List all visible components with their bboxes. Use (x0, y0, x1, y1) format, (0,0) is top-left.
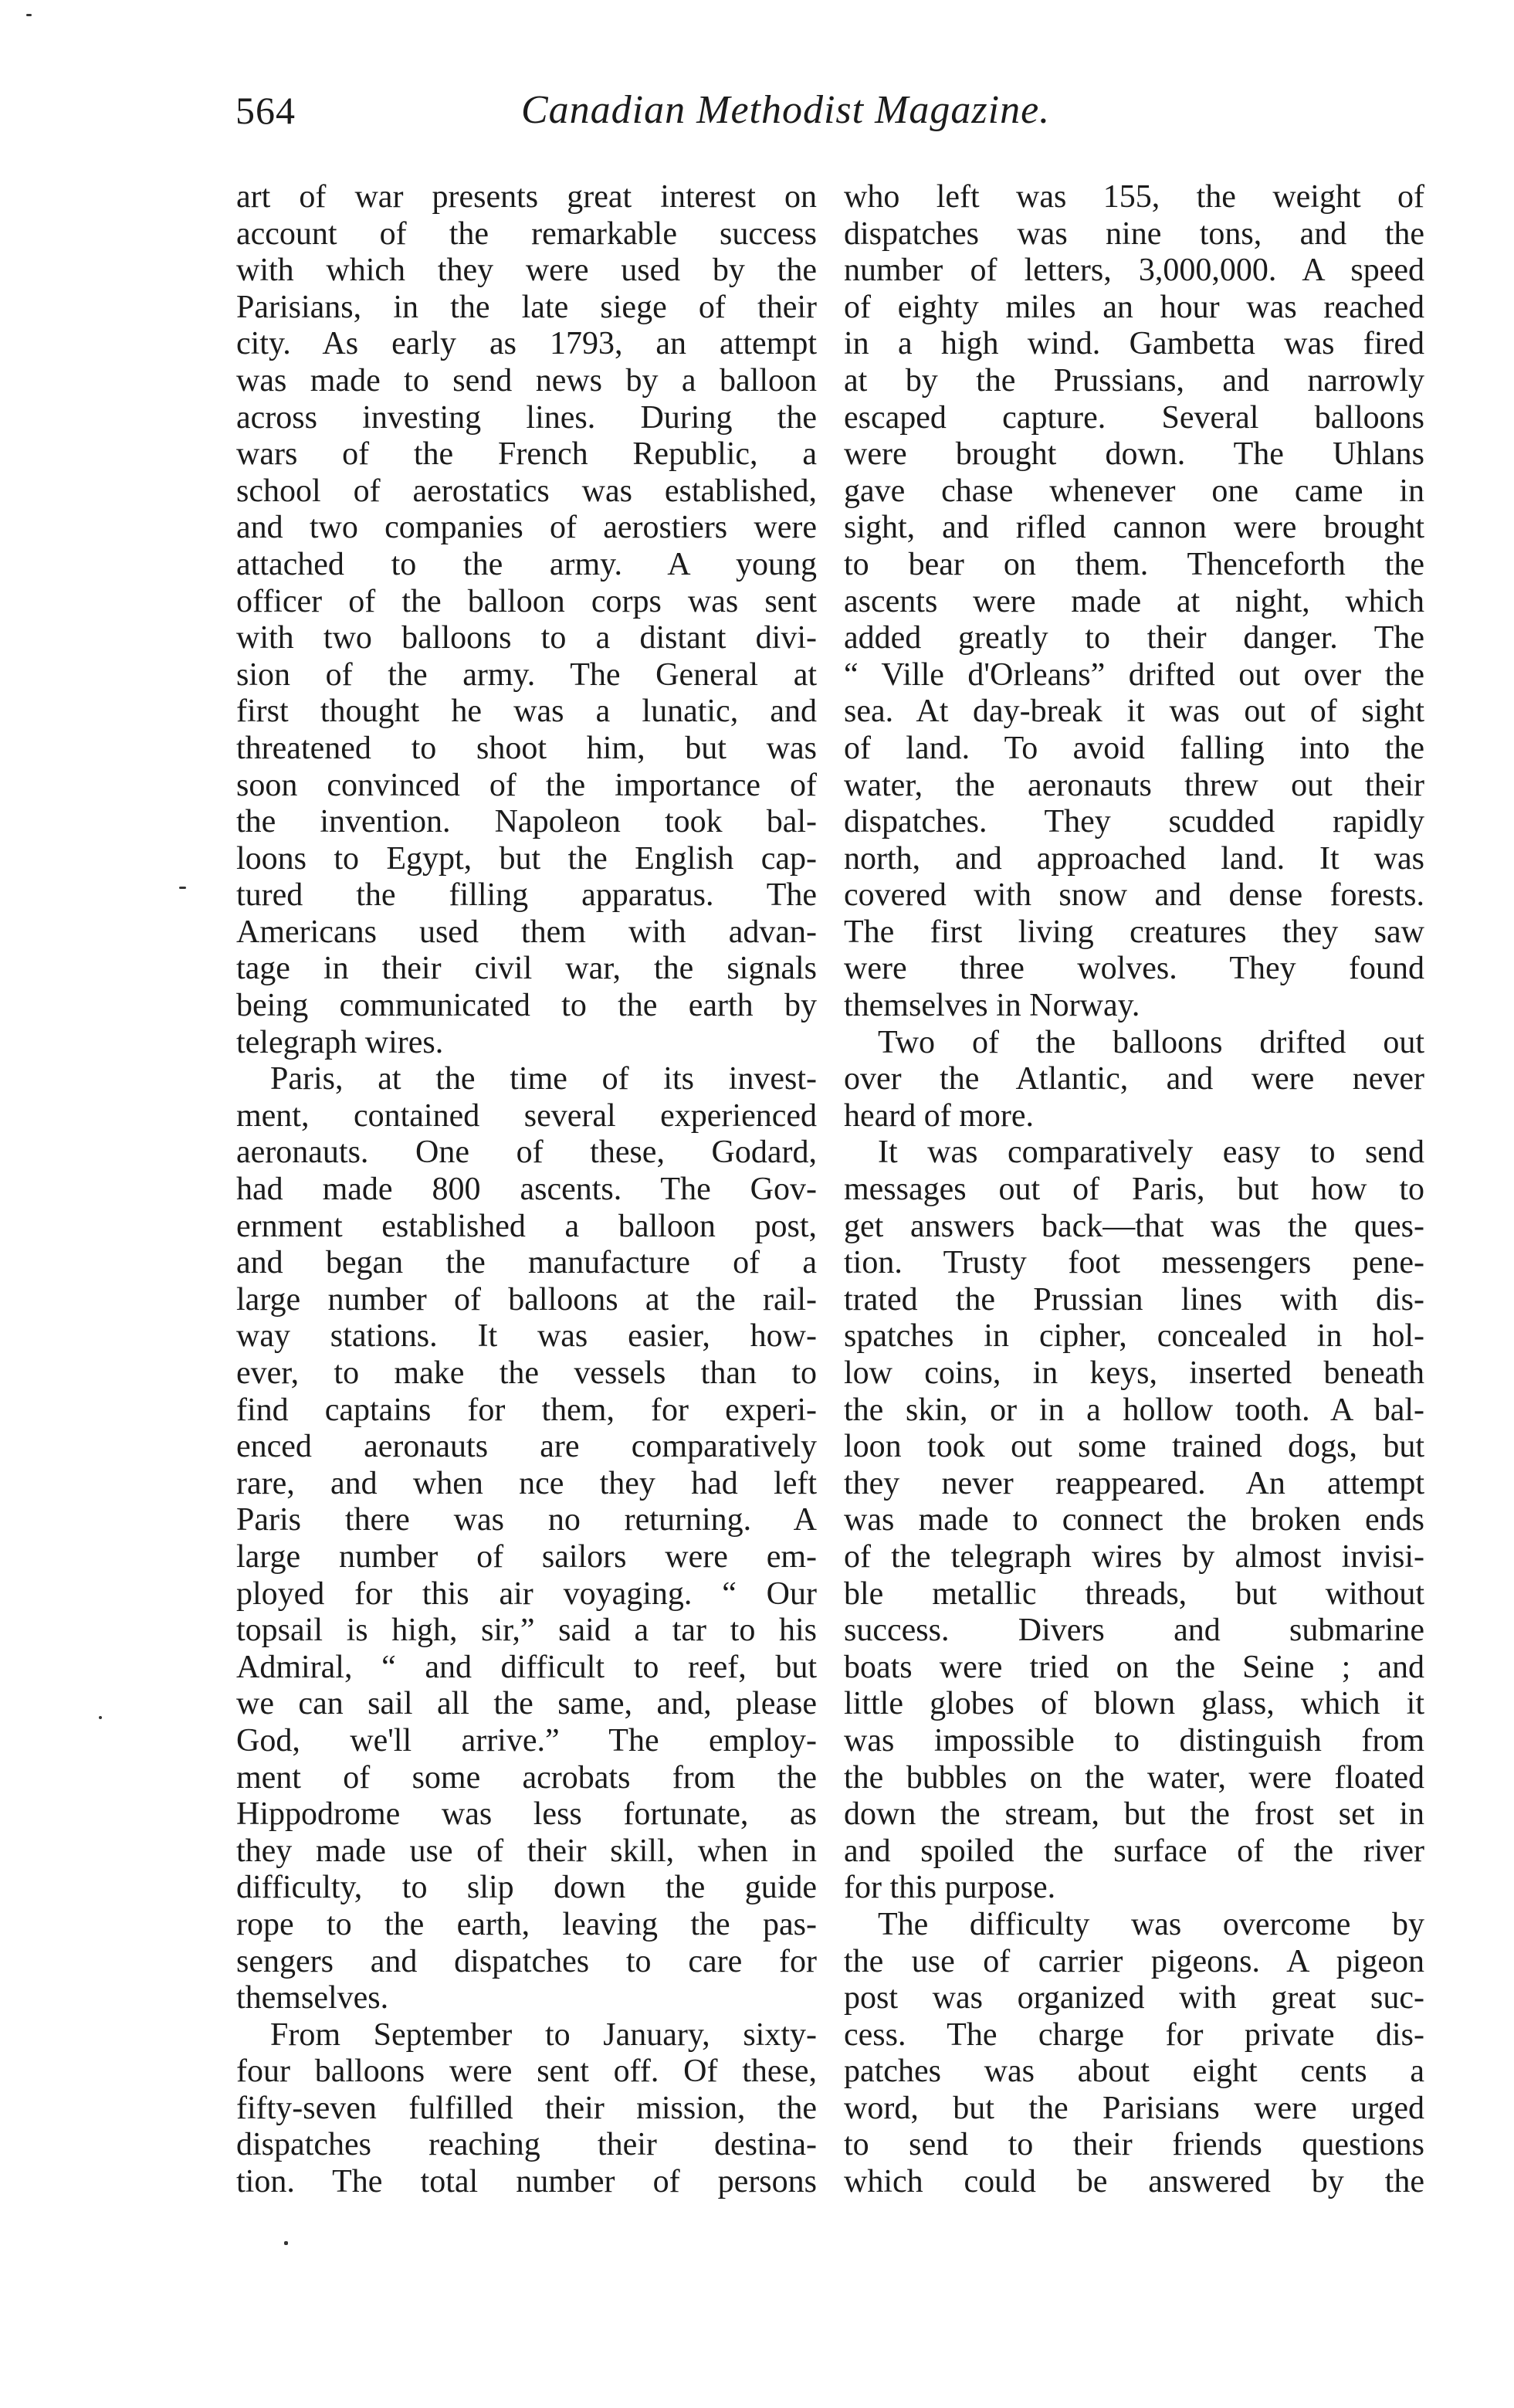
text-line: north, and approached land. It was (844, 840, 1424, 877)
text-line: dispatches. They scudded rapidly (844, 804, 1424, 840)
text-line: spatches in cipher, concealed in hol- (844, 1318, 1424, 1355)
text-line: and spoiled the surface of the river (844, 1833, 1424, 1869)
text-line: messages out of Paris, but how to (844, 1172, 1424, 1208)
text-line: the bubbles on the water, were floated (844, 1759, 1424, 1796)
text-line: account of the remarkable success (236, 215, 817, 252)
text-line: success. Divers and submarine (844, 1613, 1424, 1649)
text-line: dispatches reaching their destina- (236, 2127, 817, 2163)
text-line: soon convinced of the importance of (236, 767, 817, 803)
text-line: patches was about eight cents a (844, 2054, 1424, 2090)
text-line: difficulty, to slip down the guide (236, 1870, 817, 1906)
text-line: gave chase whenever one came in (844, 473, 1424, 509)
text-line: city. As early as 1793, an attempt (236, 326, 817, 362)
text-line: covered with snow and dense forests. (844, 877, 1424, 914)
text-line: was impossible to distinguish from (844, 1722, 1424, 1759)
text-line: loon took out some trained dogs, but (844, 1429, 1424, 1465)
text-line: who left was 155, the weight of (844, 179, 1424, 215)
text-line: sengers and dispatches to care for (236, 1943, 817, 1979)
text-line: they never reappeared. An attempt (844, 1465, 1424, 1501)
text-line: word, but the Parisians were urged (844, 2090, 1424, 2126)
text-line: the invention. Napoleon took bal- (236, 804, 817, 840)
text-line: was made to connect the broken ends (844, 1502, 1424, 1538)
text-line: tured the filling apparatus. The (236, 877, 817, 914)
text-line: school of aerostatics was established, (236, 473, 817, 509)
text-line: escaped capture. Several balloons (844, 399, 1424, 436)
text-line: to send to their friends questions (844, 2127, 1424, 2163)
text-line: we can sail all the same, and, please (236, 1686, 817, 1722)
text-line: Parisians, in the late siege of their (236, 289, 817, 325)
text-line: with two balloons to a distant divi- (236, 620, 817, 656)
right-text-column (844, 179, 1424, 2201)
text-line: way stations. It was easier, how- (236, 1318, 817, 1355)
print-speck (99, 1716, 102, 1719)
text-line: of land. To avoid falling into the (844, 730, 1424, 766)
text-line: From September to January, sixty- (270, 2016, 817, 2053)
text-line: the use of carrier pigeons. A pigeon (844, 1943, 1424, 1979)
page-header (235, 83, 1262, 153)
left-text-column (236, 179, 817, 2201)
text-line: at by the Prussians, and narrowly (844, 362, 1424, 399)
text-line: for this purpose. (844, 1870, 1056, 1906)
text-line: was made to send news by a balloon (236, 362, 817, 399)
text-line: of the telegraph wires by almost invisi- (844, 1538, 1424, 1575)
text-line: with which they were used by the (236, 253, 817, 289)
text-line: telegraph wires. (236, 1024, 444, 1060)
text-line: Americans used them with advan- (236, 914, 817, 950)
text-line: attached to the army. A young (236, 546, 817, 582)
text-line: Hippodrome was less fortunate, as (236, 1796, 817, 1833)
text-line: rare, and when nce they had left (236, 1465, 817, 1501)
text-line: dispatches was nine tons, and the (844, 215, 1424, 252)
text-line: tion. Trusty foot messengers pene- (844, 1245, 1424, 1281)
text-line: “ Ville d'Orleans” drifted out over the (844, 656, 1424, 693)
text-line: of eighty miles an hour was reached (844, 289, 1424, 325)
text-line: It was comparatively easy to send (878, 1134, 1424, 1171)
text-line: little globes of blown glass, which it (844, 1686, 1424, 1722)
print-speck (284, 2241, 288, 2245)
text-line: were three wolves. They found (844, 951, 1424, 987)
text-line: first thought he was a lunatic, and (236, 694, 817, 730)
text-line: large number of balloons at the rail- (236, 1281, 817, 1318)
text-line: enced aeronauts are comparatively (236, 1429, 817, 1465)
text-line: four balloons were sent off. Of these, (236, 2054, 817, 2090)
print-speck (26, 14, 32, 16)
text-line: rope to the earth, leaving the pas- (236, 1906, 817, 1942)
text-line: being communicated to the earth by (236, 988, 817, 1024)
text-line: ernment established a balloon post, (236, 1208, 817, 1244)
text-line: The difficulty was overcome by (878, 1906, 1424, 1942)
text-line: and began the manufacture of a (236, 1245, 817, 1281)
text-line: over the Atlantic, and were never (844, 1061, 1424, 1097)
text-line: themselves in Norway. (844, 988, 1140, 1024)
text-line: down the stream, but the frost set in (844, 1796, 1424, 1833)
running-title: Canadian Methodist Magazine. (521, 88, 1051, 132)
text-line: ble metallic threads, but without (844, 1575, 1424, 1612)
text-line: sion of the army. The General at (236, 656, 817, 693)
text-line: ever, to make the vessels than to (236, 1355, 817, 1391)
text-line: water, the aeronauts threw out their (844, 767, 1424, 803)
text-line: officer of the balloon corps was sent (236, 583, 817, 619)
text-line: Two of the balloons drifted out (878, 1024, 1424, 1060)
text-line: Paris, at the time of its invest- (270, 1061, 817, 1097)
text-line: art of war presents great interest on (236, 179, 817, 215)
text-line: across investing lines. During the (236, 399, 817, 436)
text-line: sight, and rifled cannon were brought (844, 510, 1424, 546)
text-line: in a high wind. Gambetta was fired (844, 326, 1424, 362)
text-line: wars of the French Republic, a (236, 436, 817, 473)
text-line: and two companies of aerostiers were (236, 510, 817, 546)
text-line: number of letters, 3,000,000. A speed (844, 253, 1424, 289)
text-line: aeronauts. One of these, Godard, (236, 1134, 817, 1171)
print-speck (179, 887, 186, 889)
text-line: themselves. (236, 1980, 389, 2016)
text-line: had made 800 ascents. The Gov- (236, 1172, 817, 1208)
text-line: low coins, in keys, inserted beneath (844, 1355, 1424, 1391)
text-line: to bear on them. Thenceforth the (844, 546, 1424, 582)
text-line: threatened to shoot him, but was (236, 730, 817, 766)
text-line: large number of sailors were em- (236, 1538, 817, 1575)
text-line: they made use of their skill, when in (236, 1833, 817, 1869)
text-line: tion. The total number of persons (236, 2164, 817, 2200)
text-line: ment of some acrobats from the (236, 1759, 817, 1796)
text-line: post was organized with great suc- (844, 1980, 1424, 2016)
text-line: sea. At day-break it was out of sight (844, 694, 1424, 730)
text-line: cess. The charge for private dis- (844, 2016, 1424, 2053)
text-line: tage in their civil war, the signals (236, 951, 817, 987)
text-line: the skin, or in a hollow tooth. A bal- (844, 1392, 1424, 1428)
text-line: heard of more. (844, 1097, 1035, 1134)
text-line: fifty-seven fulfilled their mission, the (236, 2090, 817, 2126)
text-line: get answers back—that was the ques- (844, 1208, 1424, 1244)
text-line: The first living creatures they saw (844, 914, 1424, 950)
text-line: Paris there was no returning. A (236, 1502, 817, 1538)
text-line: God, we'll arrive.” The employ- (236, 1722, 817, 1759)
text-line: ascents were made at night, which (844, 583, 1424, 619)
text-line: added greatly to their danger. The (844, 620, 1424, 656)
text-line: find captains for them, for experi- (236, 1392, 817, 1428)
text-line: ployed for this air voyaging. “ Our (236, 1575, 817, 1612)
page-number: 564 (235, 89, 296, 132)
text-line: loons to Egypt, but the English cap- (236, 840, 817, 877)
text-line: ment, contained several experienced (236, 1097, 817, 1134)
text-line: topsail is high, sir,” said a tar to his (236, 1613, 817, 1649)
text-line: boats were tried on the Seine ; and (844, 1649, 1424, 1685)
text-line: were brought down. The Uhlans (844, 436, 1424, 473)
text-line: trated the Prussian lines with dis- (844, 1281, 1424, 1318)
text-line: which could be answered by the (844, 2164, 1424, 2200)
text-line: Admiral, “ and difficult to reef, but (236, 1649, 817, 1685)
